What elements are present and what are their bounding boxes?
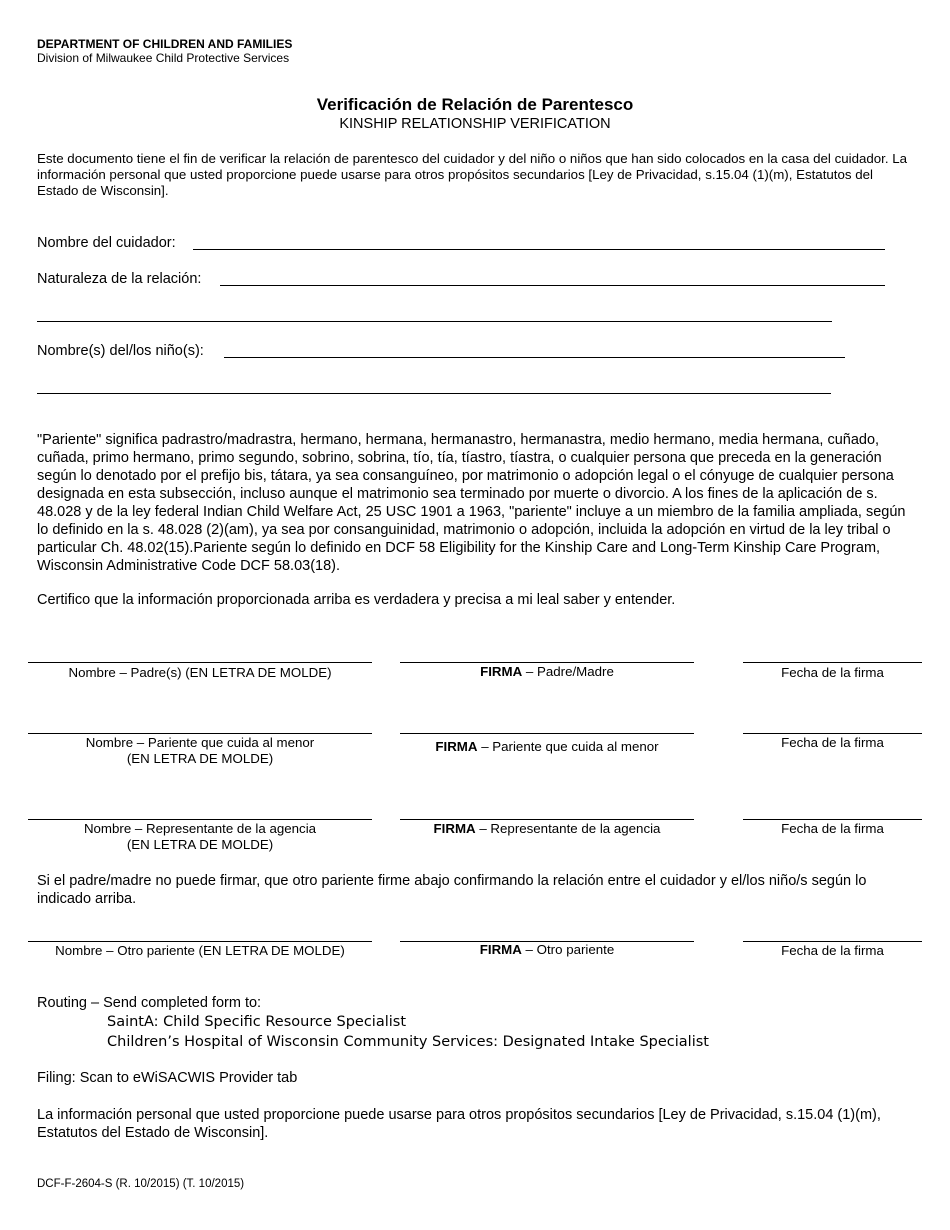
signature-role: – Otro pariente: [521, 942, 615, 957]
signature-bold: FIRMA: [433, 821, 476, 836]
children-names-label: Nombre(s) del/los niño(s):: [37, 343, 204, 359]
routing-recipient: SaintA: Child Specific Resource Specialist: [107, 1014, 406, 1030]
conditional-statement: Si el padre/madre no puede firmar, que otro pariente firme abajo confirmando la relación entre el cuidador y el/los niño/s según lo indicado arriba.: [37, 873, 867, 907]
routing-recipient: Children’s Hospital of Wisconsin Community Services: Designated Intake Specialist: [107, 1034, 709, 1050]
caregiver-signature-line[interactable]: [400, 733, 694, 734]
children-names-field-continued[interactable]: [37, 393, 831, 394]
parent-date-label: Fecha de la firma: [781, 665, 884, 680]
caregiver-print-label-line1: Nombre – Pariente que cuida al menor: [85, 735, 315, 750]
filing-instruction: Filing: Scan to eWiSACWIS Provider tab: [37, 1070, 298, 1086]
parent-date-line[interactable]: [743, 662, 922, 663]
agency-name-line[interactable]: [28, 819, 372, 820]
page-title: Verificación de Relación de Parentesco: [316, 95, 634, 114]
caregiver-name-label: Nombre del cuidador:: [37, 235, 176, 251]
parent-name-line[interactable]: [28, 662, 372, 663]
page-subtitle: KINSHIP RELATIONSHIP VERIFICATION: [339, 116, 611, 132]
caregiver-print-label: [28, 735, 372, 767]
parent-name-label: Nombre – Padre(s) (EN LETRA DE MOLDE): [68, 665, 332, 680]
agency-print-label-line1: Nombre – Representante de la agencia: [83, 821, 317, 836]
privacy-statement: La información personal que usted proporcione puede usarse para otros propósitos secundarios [Ley de Privacidad, s.15.04 (1)(m), Estatutos del Estado de Wisconsin].: [37, 1107, 881, 1141]
caregiver-date-label: Fecha de la firma: [781, 735, 884, 750]
routing-label: Routing – Send completed form to:: [37, 995, 262, 1011]
other-date-line[interactable]: [743, 941, 922, 942]
signature-bold: FIRMA: [480, 664, 523, 679]
caregiver-name-line[interactable]: [28, 733, 372, 734]
other-date-label: Fecha de la firma: [781, 943, 884, 958]
other-name-line[interactable]: [28, 941, 372, 942]
signature-bold: FIRMA: [479, 942, 522, 957]
department-name: DEPARTMENT OF CHILDREN AND FAMILIES: [37, 37, 293, 51]
agency-print-label: [28, 821, 372, 853]
other-name-label: Nombre – Otro pariente (EN LETRA DE MOLDE): [55, 943, 345, 958]
agency-print-label-line2: (EN LETRA DE MOLDE): [126, 837, 274, 852]
division-name: Division of Milwaukee Child Protective Services: [37, 51, 290, 65]
agency-date-line[interactable]: [743, 819, 922, 820]
relative-definition: "Pariente" significa padrastro/madrastra, hermano, hermana, hermanastro, hermanastra, medio hermano, media hermana, cuñado, cuñada, primo hermano, primo segundo, sobrino, sobrina, tío, tía, tíastro, tíastra, o cualquier persona que preceda en la generación según lo denotado por el prefijo bis, tátara, ya sea consanguíneo, por matrimonio o adopción legal o el cónyuge de cualquier persona designada en esta subsección, incluso aunque el matrimonio sea terminado por muerte o divorcio. A los fines de la aplicación de s. 48.028 y de la ley federal Indian Child Welfare Act, 25 USC 1901 a 1963, "pariente" incluye a un miembro de la familia ampliada, según lo definido en la s. 48.028 (2)(am), ya sea por consanguinidad, matrimonio o adopción, incluida la adopción en virtud de la ley tribal o particular Ch. 48.02(15).Pariente según lo definido en DCF 58 Eligibility for the Kinship Care and Long-Term Kinship Care Program, Wisconsin Administrative Code DCF 58.03(18).: [37, 432, 906, 574]
children-names-field[interactable]: [224, 357, 845, 358]
caregiver-name-field[interactable]: [193, 249, 885, 250]
other-signature-label: [400, 942, 694, 958]
caregiver-date-line[interactable]: [743, 733, 922, 734]
parent-signature-line[interactable]: [400, 662, 694, 663]
relationship-field[interactable]: [220, 285, 885, 286]
signature-bold: FIRMA: [435, 739, 478, 754]
agency-signature-label: [400, 821, 694, 837]
form-number: DCF-F-2604-S (R. 10/2015) (T. 10/2015): [37, 1178, 245, 1190]
caregiver-signature-label: [400, 739, 694, 755]
intro-text: Este documento tiene el fin de verificar la relación de parentesco del cuidador y del niño o niños que han sido colocados en la casa del cuidador. La información personal que usted proporcione puede usarse para otros propósitos secundarios [Ley de Privacidad, s.15.04 (1)(m), Estatutos del Estado de Wisconsin].: [37, 151, 908, 198]
signature-role: – Pariente que cuida al menor: [477, 739, 659, 754]
certification-statement: Certifico que la información proporcionada arriba es verdadera y precisa a mi leal saber y entender.: [37, 592, 676, 608]
agency-signature-line[interactable]: [400, 819, 694, 820]
signature-role: – Padre/Madre: [522, 664, 614, 679]
signature-role: – Representante de la agencia: [475, 821, 661, 836]
relationship-field-continued[interactable]: [37, 321, 832, 322]
relationship-label: Naturaleza de la relación:: [37, 271, 202, 287]
parent-signature-label: [400, 664, 694, 680]
caregiver-print-label-line2: (EN LETRA DE MOLDE): [126, 751, 274, 766]
agency-date-label: Fecha de la firma: [781, 821, 884, 836]
